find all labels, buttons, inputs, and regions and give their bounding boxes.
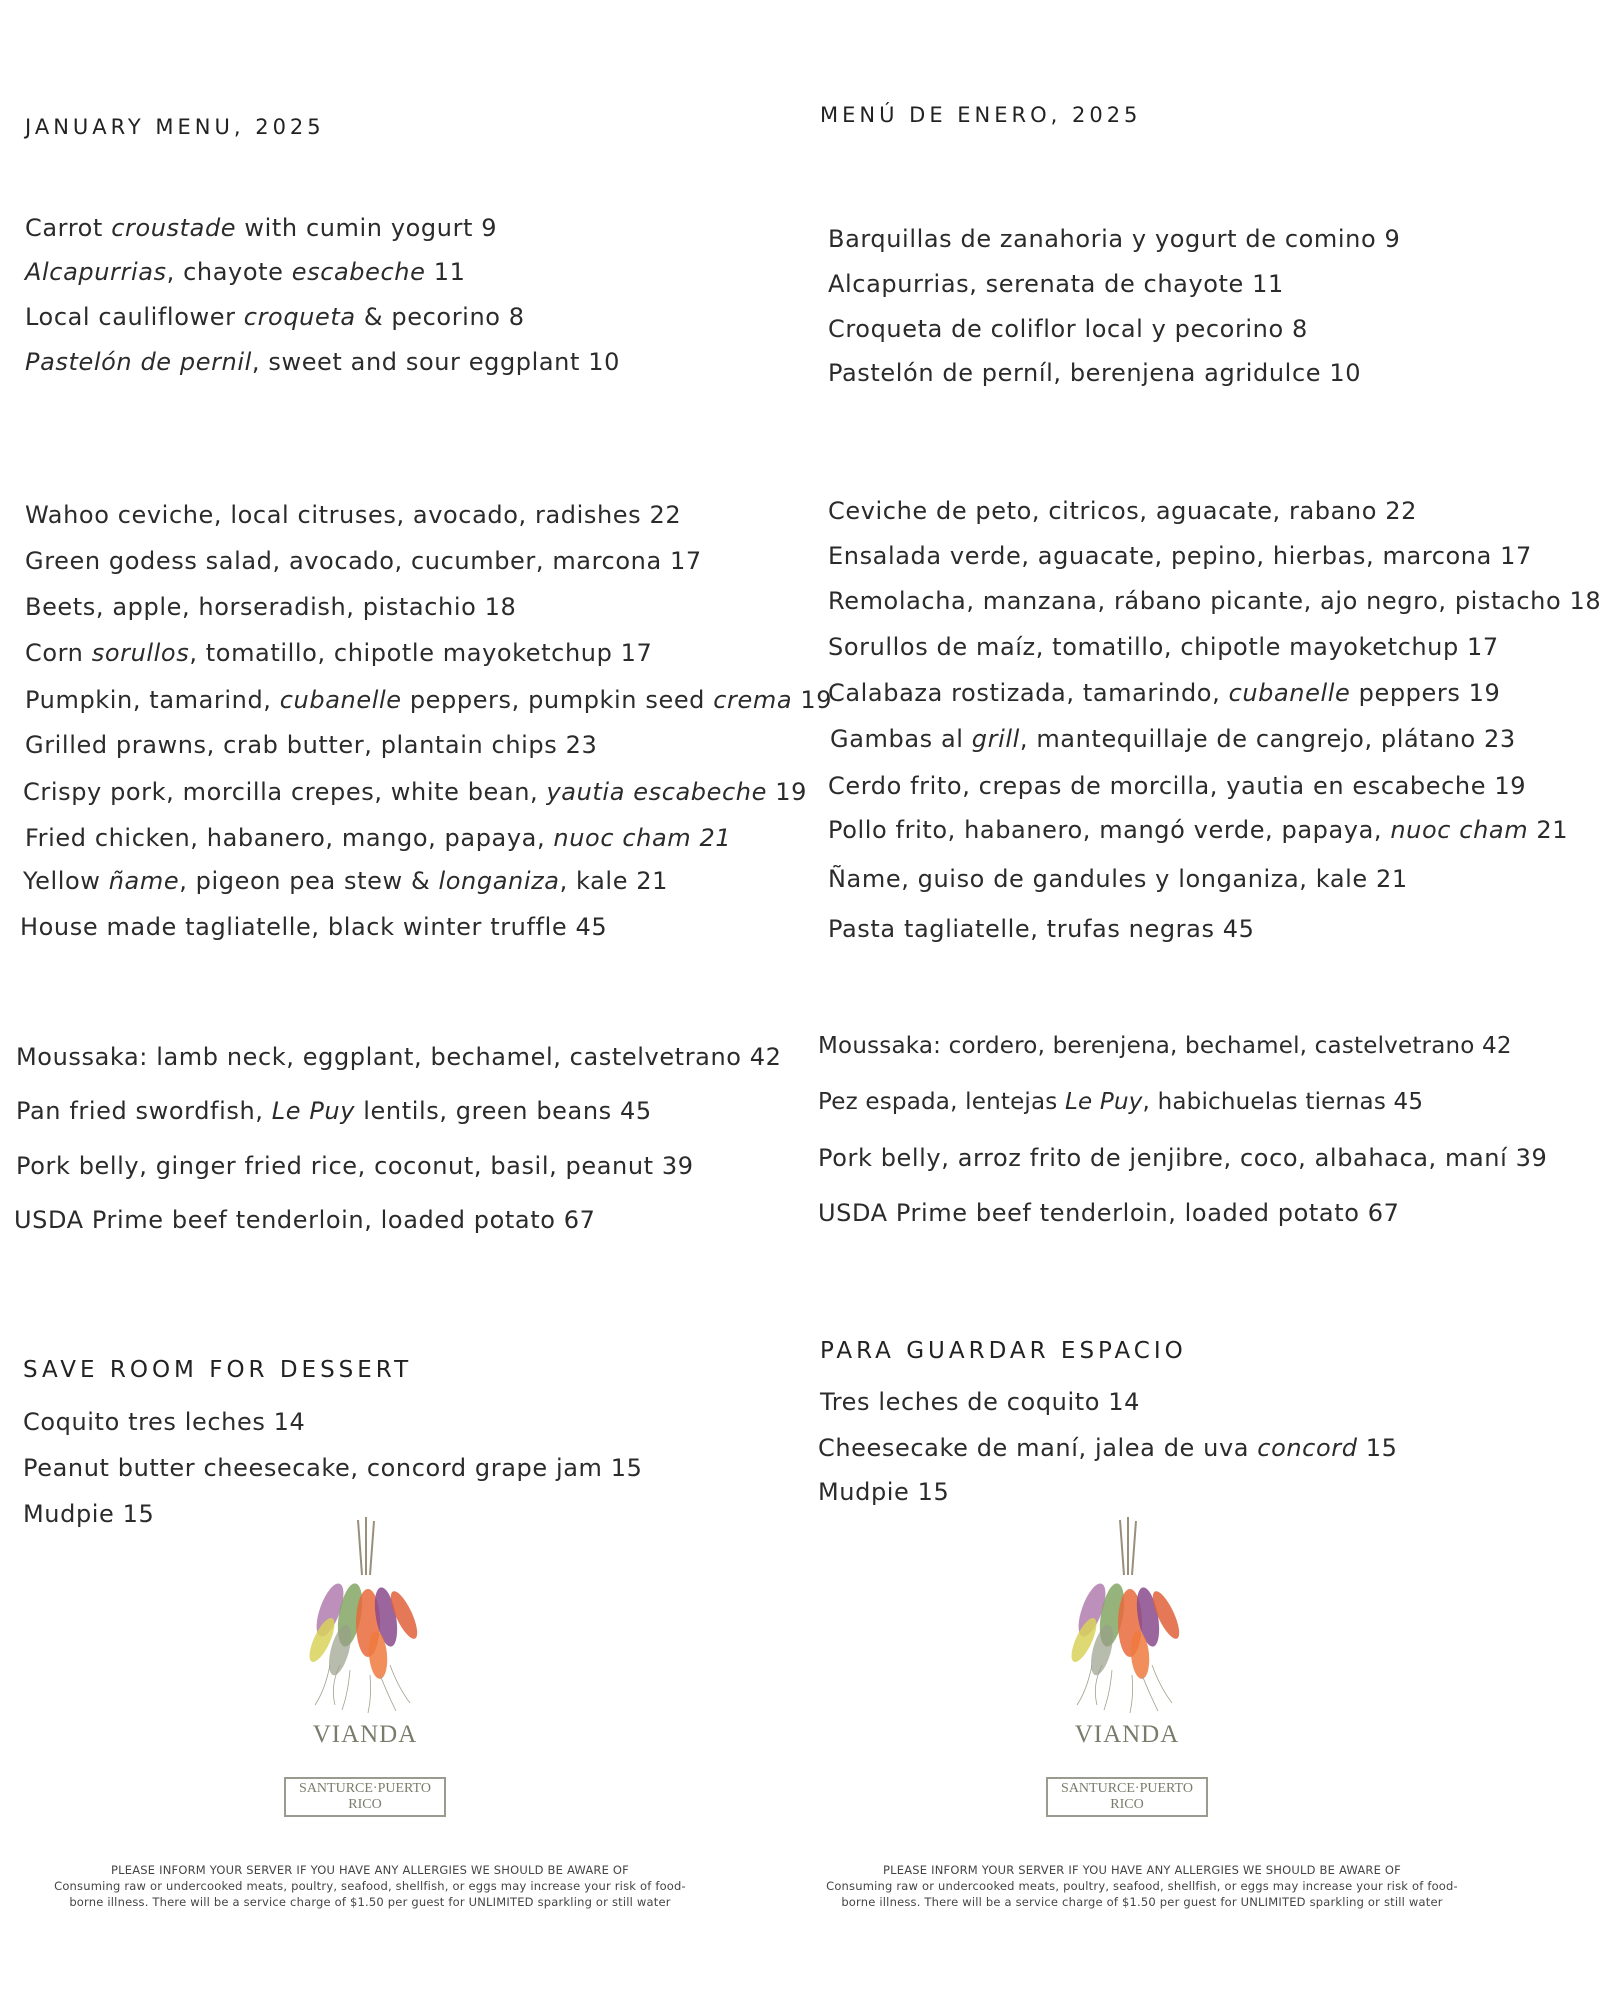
small-plate-item: Fried chicken, habanero, mango, papaya, nuoc cham 21: [25, 824, 732, 852]
dessert-item: Mudpie 15: [818, 1478, 950, 1506]
menu-title-es: MENÚ DE ENERO, 2025: [820, 103, 1142, 127]
small-plate-item: Green godess salad, avocado, cucumber, marcona 17: [25, 547, 702, 575]
main-item: USDA Prime beef tenderloin, loaded potato 67: [14, 1206, 596, 1234]
main-item: Moussaka: lamb neck, eggplant, bechamel, castelvetrano 42: [16, 1043, 782, 1071]
dessert-item: Tres leches de coquito 14: [820, 1388, 1140, 1416]
small-plate-item: House made tagliatelle, black winter truffle 45: [20, 913, 608, 941]
brand-location: SANTURCE·PUERTO RICO: [1046, 1777, 1208, 1817]
small-plate-item: Corn sorullos, tomatillo, chipotle mayoketchup 17: [25, 639, 653, 667]
small-plate-item: Ceviche de peto, citricos, aguacate, rabano 22: [828, 497, 1417, 525]
disclaimer-line: Consuming raw or undercooked meats, poultry, seafood, shellfish, or eggs may increase your risk of food-: [54, 1879, 686, 1893]
small-plate-item: Pasta tagliatelle, trufas negras 45: [828, 915, 1255, 943]
dessert-item: Coquito tres leches 14: [23, 1408, 306, 1436]
brand-location: SANTURCE·PUERTO RICO: [284, 1777, 446, 1817]
small-plate-item: Gambas al grill, mantequillaje de cangrejo, plátano 23: [830, 725, 1516, 753]
small-plate-item: Yellow ñame, pigeon pea stew & longaniza, kale 21: [23, 867, 669, 895]
small-plate-item: Cerdo frito, crepas de morcilla, yautia en escabeche 19: [828, 772, 1527, 800]
main-item: Moussaka: cordero, berenjena, bechamel, castelvetrano 42: [818, 1033, 1512, 1059]
small-plate-item: Crispy pork, morcilla crepes, white bean, yautia escabeche 19: [23, 778, 807, 806]
disclaimer: [772, 1862, 1512, 1910]
dessert-item: Peanut butter cheesecake, concord grape jam 15: [23, 1454, 643, 1482]
small-plate-item: Beets, apple, horseradish, pistachio 18: [25, 593, 517, 621]
brand-name: VIANDA: [312, 1721, 418, 1748]
small-plate-item: Ensalada verde, aguacate, pepino, hierbas, marcona 17: [828, 542, 1532, 570]
small-plate-item: Grilled prawns, crab butter, plantain chips 23: [25, 731, 598, 759]
small-plate-item: Pollo frito, habanero, mangó verde, papaya, nuoc cham 21: [828, 816, 1569, 844]
dessert-title-es: PARA GUARDAR ESPACIO: [820, 1338, 1187, 1364]
small-plate-item: Remolacha, manzana, rábano picante, ajo negro, pistacho 18: [828, 587, 1601, 615]
root-vegetable-illustration: [1062, 1515, 1192, 1715]
main-item: Pan fried swordfish, Le Puy lentils, green beans 45: [16, 1097, 652, 1125]
disclaimer: [0, 1862, 740, 1910]
disclaimer-line: borne illness. There will be a service charge of $1.50 per guest for UNLIMITED sparkling or still water: [841, 1895, 1443, 1909]
small-plate-item: Calabaza rostizada, tamarindo, cubanelle peppers 19: [828, 679, 1501, 707]
disclaimer-line: borne illness. There will be a service charge of $1.50 per guest for UNLIMITED sparkling or still water: [69, 1895, 671, 1909]
disclaimer-line: PLEASE INFORM YOUR SERVER IF YOU HAVE ANY ALLERGIES WE SHOULD BE AWARE OF: [111, 1863, 629, 1877]
starter-item: Pastelón de perníl, berenjena agridulce 10: [828, 359, 1362, 387]
starter-item: Barquillas de zanahoria y yogurt de comino 9: [828, 225, 1401, 253]
main-item: Pork belly, ginger fried rice, coconut, basil, peanut 39: [16, 1152, 694, 1180]
dessert-title-en: SAVE ROOM FOR DESSERT: [23, 1357, 413, 1383]
small-plate-item: Pumpkin, tamarind, cubanelle peppers, pumpkin seed crema 19: [25, 686, 833, 714]
small-plate-item: Ñame, guiso de gandules y longaniza, kale 21: [828, 865, 1408, 893]
vianda-logo: [215, 1515, 515, 1817]
small-plate-item: Sorullos de maíz, tomatillo, chipotle mayoketchup 17: [828, 633, 1499, 661]
starter-item: Local cauliflower croqueta & pecorino 8: [25, 303, 525, 331]
starter-item: Pastelón de pernil, sweet and sour eggplant 10: [25, 348, 620, 376]
main-item: Pork belly, arroz frito de jenjibre, coco, albahaca, maní 39: [818, 1144, 1548, 1172]
starter-item: Alcapurrias, chayote escabeche 11: [25, 258, 466, 286]
dessert-item: Cheesecake de maní, jalea de uva concord 15: [818, 1434, 1398, 1462]
disclaimer-line: Consuming raw or undercooked meats, poultry, seafood, shellfish, or eggs may increase your risk of food-: [826, 1879, 1458, 1893]
starter-item: Alcapurrias, serenata de chayote 11: [828, 270, 1284, 298]
main-item: Pez espada, lentejas Le Puy, habichuelas tiernas 45: [818, 1089, 1424, 1115]
vianda-logo: [977, 1515, 1277, 1817]
starter-item: Croqueta de coliflor local y pecorino 8: [828, 315, 1308, 343]
brand-name: VIANDA: [1074, 1721, 1180, 1748]
dessert-item: Mudpie 15: [23, 1500, 155, 1528]
main-item: USDA Prime beef tenderloin, loaded potato 67: [818, 1199, 1400, 1227]
small-plate-item: Wahoo ceviche, local citruses, avocado, radishes 22: [25, 501, 682, 529]
menu-title-en: JANUARY MENU, 2025: [25, 115, 325, 139]
starter-item: Carrot croustade with cumin yogurt 9: [25, 214, 498, 242]
root-vegetable-illustration: [300, 1515, 430, 1715]
disclaimer-line: PLEASE INFORM YOUR SERVER IF YOU HAVE ANY ALLERGIES WE SHOULD BE AWARE OF: [883, 1863, 1401, 1877]
